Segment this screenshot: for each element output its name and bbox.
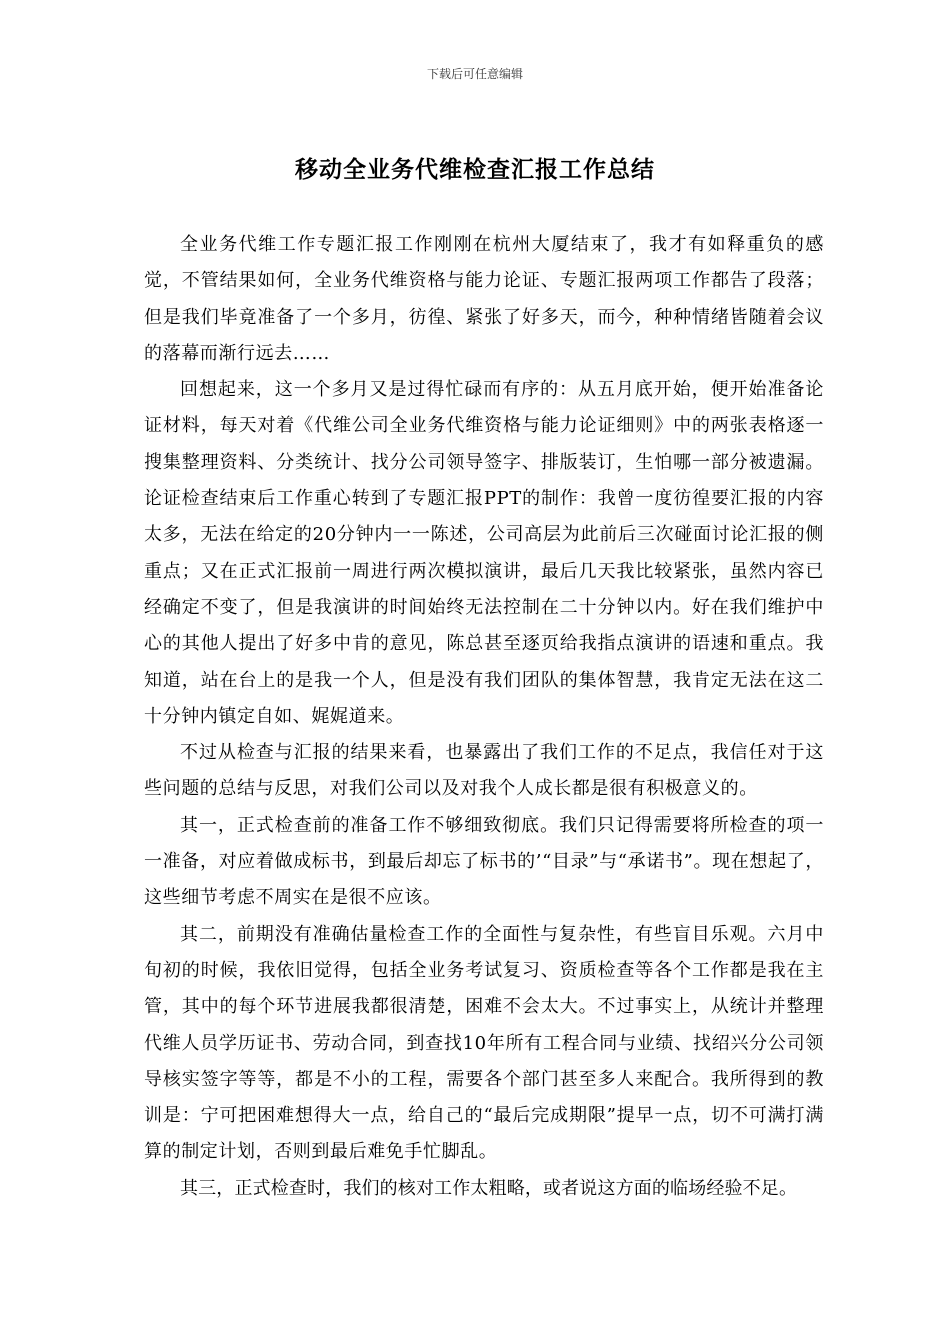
paragraph-shortcomings: 不过从检查与汇报的结果来看，也暴露出了我们工作的不足点，我信任对于这些问题的总结与反思，对我们公司以及对我个人成长都是很有积极意义的。 xyxy=(144,742,824,800)
paragraph-point-two: 其二，前期没有准确估量检查工作的全面性与复杂性，有些盲目乐观。六月中旬初的时候，我依旧觉得，包括全业务考试复习、资质检查等各个工作都是我在主管，其中的每个环节进展我都很清楚，困难不会太大。不过事实上，从统计并整理代维人员学历证书、劳动合同，到查找10年所有工程合同与业绩、找绍兴分公司领导核实签字等等，都是不小的工程，需要各个部门甚至多人来配合。我所得到的教训是：宁可把困难想得大一点，给自己的“最后完成期限”提早一点，切不可满打满算的制定计划，否则到最后难免手忙脚乱。 xyxy=(144,923,824,1163)
document-body xyxy=(144,227,824,1207)
header-note: 下载后可任意编辑 xyxy=(426,67,523,81)
paragraph-point-three: 其三，正式检查时，我们的核对工作太粗略，或者说这方面的临场经验不足。 xyxy=(180,1177,798,1199)
paragraph-intro: 全业务代维工作专题汇报工作刚刚在杭州大厦结束了，我才有如释重负的感觉，不管结果如何，全业务代维资格与能力论证、专题汇报两项工作都告了段落；但是我们毕竟准备了一个多月，彷徨、紧张了好多天，而今，种种情绪皆随着会议的落幕而渐行远去…… xyxy=(144,234,824,364)
document-title: 移动全业务代维检查汇报工作总结 xyxy=(295,157,655,183)
paragraph-point-one: 其一，正式检查前的准备工作不够细致彻底。我们只记得需要将所检查的项一一准备，对应着做成标书，到最后却忘了标书的’“目录”与“承诺书”。现在想起了，这些细节考虑不周实在是很不应该。 xyxy=(144,814,824,909)
paragraph-recollection: 回想起来，这一个多月又是过得忙碌而有序的：从五月底开始，便开始准备论证材料，每天对着《代维公司全业务代维资格与能力论证细则》中的两张表格逐一搜集整理资料、分类统计、找分公司领导签字、排版装订，生怕哪一部分被遗漏。论证检查结束后工作重心转到了专题汇报PPT的制作：我曾一度彷徨要汇报的内容太多，无法在给定的20分钟内一一陈述，公司高层为此前后三次碰面讨论汇报的侧重点；又在正式汇报前一周进行两次模拟演讲，最后几天我比较紧张，虽然内容已经确定不变了，但是我演讲的时间始终无法控制在二十分钟以内。好在我们维护中心的其他人提出了好多中肯的意见，陈总甚至逐页给我指点演讲的语速和重点。我知道，站在台上的是我一个人，但是没有我们团队的集体智慧，我肯定无法在这二十分钟内镇定自如、娓娓道来。 xyxy=(144,379,824,727)
